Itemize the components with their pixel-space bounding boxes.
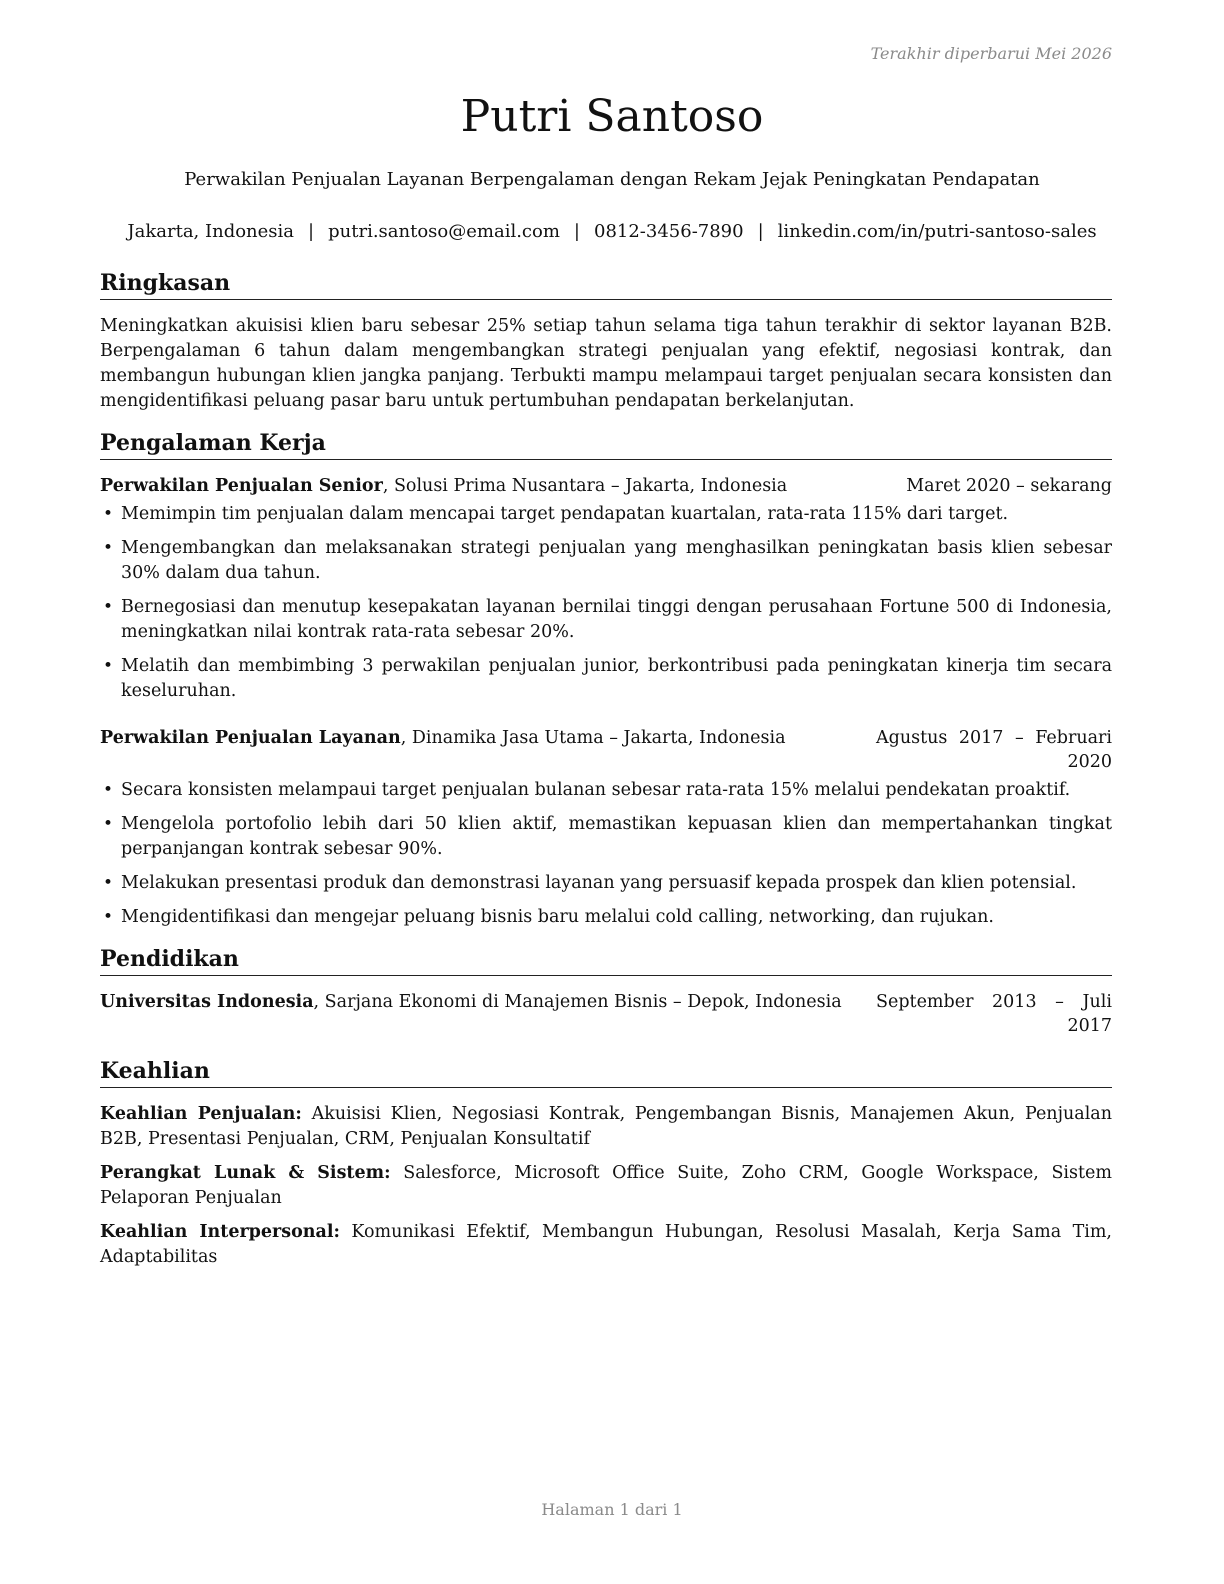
candidate-name: Putri Santoso [460, 91, 764, 142]
contact-separator: | [757, 221, 764, 242]
job-company: , Dinamika Jasa Utama – Jakarta, Indonesia [400, 728, 786, 748]
job-header [100, 726, 1112, 774]
bullet-icon: • [103, 814, 114, 834]
bullet-icon: • [103, 656, 114, 676]
skill-row-software [100, 1161, 1112, 1211]
list-item [100, 595, 1112, 645]
bullet-text: Bernegosiasi dan menutup kesepakatan layanan bernilai tinggi dengan perusahaan Fortune 500 di Indonesia, meningkatkan nilai kontrak rata-rata sebesar 20%. [121, 597, 1112, 642]
education-degree: , Sarjana Ekonomi di Manajemen Bisnis – Depok, Indonesia [313, 992, 842, 1012]
list-item [100, 905, 1112, 930]
bullet-text: Mengembangkan dan melaksanakan strategi penjualan yang menghasilkan peningkatan basis klien sebesar 30% dalam dua tahun. [121, 538, 1112, 583]
job-header [100, 474, 1112, 498]
job-entry [100, 726, 1112, 930]
page-number: Halaman 1 dari 1 [541, 1500, 683, 1519]
summary-section [100, 268, 1112, 414]
skill-value: Komunikasi Efektif, Membangun Hubungan, Resolusi Masalah, Kerja Sama Tim, Adaptabilitas [100, 1222, 1112, 1267]
bullet-text: Mengelola portofolio lebih dari 50 klien aktif, memastikan kepuasan klien dan mempertahankan tingkat perpanjangan kontrak sebesar 90%. [121, 814, 1112, 859]
experience-section [100, 428, 1112, 930]
bullet-text: Mengidentifikasi dan mengejar peluang bisnis baru melalui cold calling, networking, dan rujukan. [121, 907, 994, 927]
contact-phone: 0812-3456-7890 [594, 221, 744, 242]
job-bullets [100, 502, 1112, 704]
summary-text: Meningkatkan akuisisi klien baru sebesar 25% setiap tahun selama tiga tahun terakhir di sektor layanan B2B. Berpengalaman 6 tahun dalam mengembangkan strategi penjualan yang efektif, negosiasi kontrak, dan membangun hubungan klien jangka panjang. Terbukti mampu melampaui target penjualan secara konsisten dan mengidentifikasi peluang pasar baru untuk pertumbuhan pendapatan berkelanjutan. [100, 316, 1112, 411]
bullet-icon: • [103, 873, 114, 893]
list-item [100, 536, 1112, 586]
list-item [100, 871, 1112, 896]
contact-line [0, 220, 1224, 244]
job-company: , Solusi Prima Nusantara – Jakarta, Indonesia [382, 476, 788, 496]
bullet-text: Melakukan presentasi produk dan demonstrasi layanan yang persuasif kepada prospek dan klien potensial. [121, 873, 1077, 893]
list-item [100, 654, 1112, 704]
education-dates: September 2013 – Juli 2017 [876, 992, 1112, 1036]
job-role: Perwakilan Penjualan Senior [100, 476, 383, 496]
job-role: Perwakilan Penjualan Layanan [100, 728, 401, 748]
contact-separator: | [573, 221, 580, 242]
education-title-line [100, 990, 876, 1014]
candidate-tagline: Perwakilan Penjualan Layanan Berpengalaman dengan Rekam Jejak Peningkatan Pendapatan [184, 169, 1040, 190]
skills-section [100, 1056, 1112, 1270]
contact-email[interactable]: putri.santoso@email.com [328, 221, 560, 242]
skill-label: Keahlian Penjualan: [100, 1104, 302, 1124]
skill-label: Perangkat Lunak & Sistem: [100, 1163, 391, 1183]
skill-row-sales [100, 1102, 1112, 1152]
education-section [100, 944, 1112, 1038]
section-title-skills: Keahlian [100, 1056, 1112, 1088]
last-updated-note: Terakhir diperbarui Mei 2026 [870, 44, 1112, 63]
skill-label: Keahlian Interpersonal: [100, 1222, 340, 1242]
job-bullets [100, 778, 1112, 930]
education-entry [100, 990, 1112, 1038]
section-title-summary: Ringkasan [100, 268, 1112, 300]
section-title-education: Pendidikan [100, 944, 1112, 976]
contact-separator: | [308, 221, 315, 242]
bullet-icon: • [103, 504, 114, 524]
bullet-icon: • [103, 907, 114, 927]
bullet-text: Secara konsisten melampaui target penjualan bulanan sebesar rata-rata 15% melalui pendekatan proaktif. [121, 780, 1071, 800]
job-dates: Maret 2020 – sekarang [906, 476, 1112, 496]
job-title-line [100, 726, 876, 750]
list-item [100, 778, 1112, 803]
bullet-icon: • [103, 780, 114, 800]
skill-row-interpersonal [100, 1220, 1112, 1270]
education-school: Universitas Indonesia [100, 992, 314, 1012]
bullet-text: Melatih dan membimbing 3 perwakilan penjualan junior, berkontribusi pada peningkatan kinerja tim secara keseluruhan. [121, 656, 1112, 701]
contact-linkedin[interactable]: linkedin.com/in/putri-santoso-sales [777, 221, 1097, 242]
skill-value: Akuisisi Klien, Negosiasi Kontrak, Pengembangan Bisnis, Manajemen Akun, Penjualan B2B, Presentasi Penjualan, CRM, Penjualan Konsultatif [100, 1104, 1112, 1149]
job-entry [100, 474, 1112, 704]
list-item [100, 502, 1112, 527]
contact-location: Jakarta, Indonesia [127, 221, 295, 242]
bullet-icon: • [103, 538, 114, 558]
bullet-icon: • [103, 597, 114, 617]
section-title-experience: Pengalaman Kerja [100, 428, 1112, 460]
resume-body [100, 268, 1112, 1284]
bullet-text: Memimpin tim penjualan dalam mencapai target pendapatan kuartalan, rata-rata 115% dari target. [121, 504, 1009, 524]
skill-value: Salesforce, Microsoft Office Suite, Zoho CRM, Google Workspace, Sistem Pelaporan Penjualan [100, 1163, 1112, 1208]
list-item [100, 812, 1112, 862]
job-title-line [100, 474, 876, 498]
job-dates: Agustus 2017 – Februari 2020 [876, 728, 1112, 772]
